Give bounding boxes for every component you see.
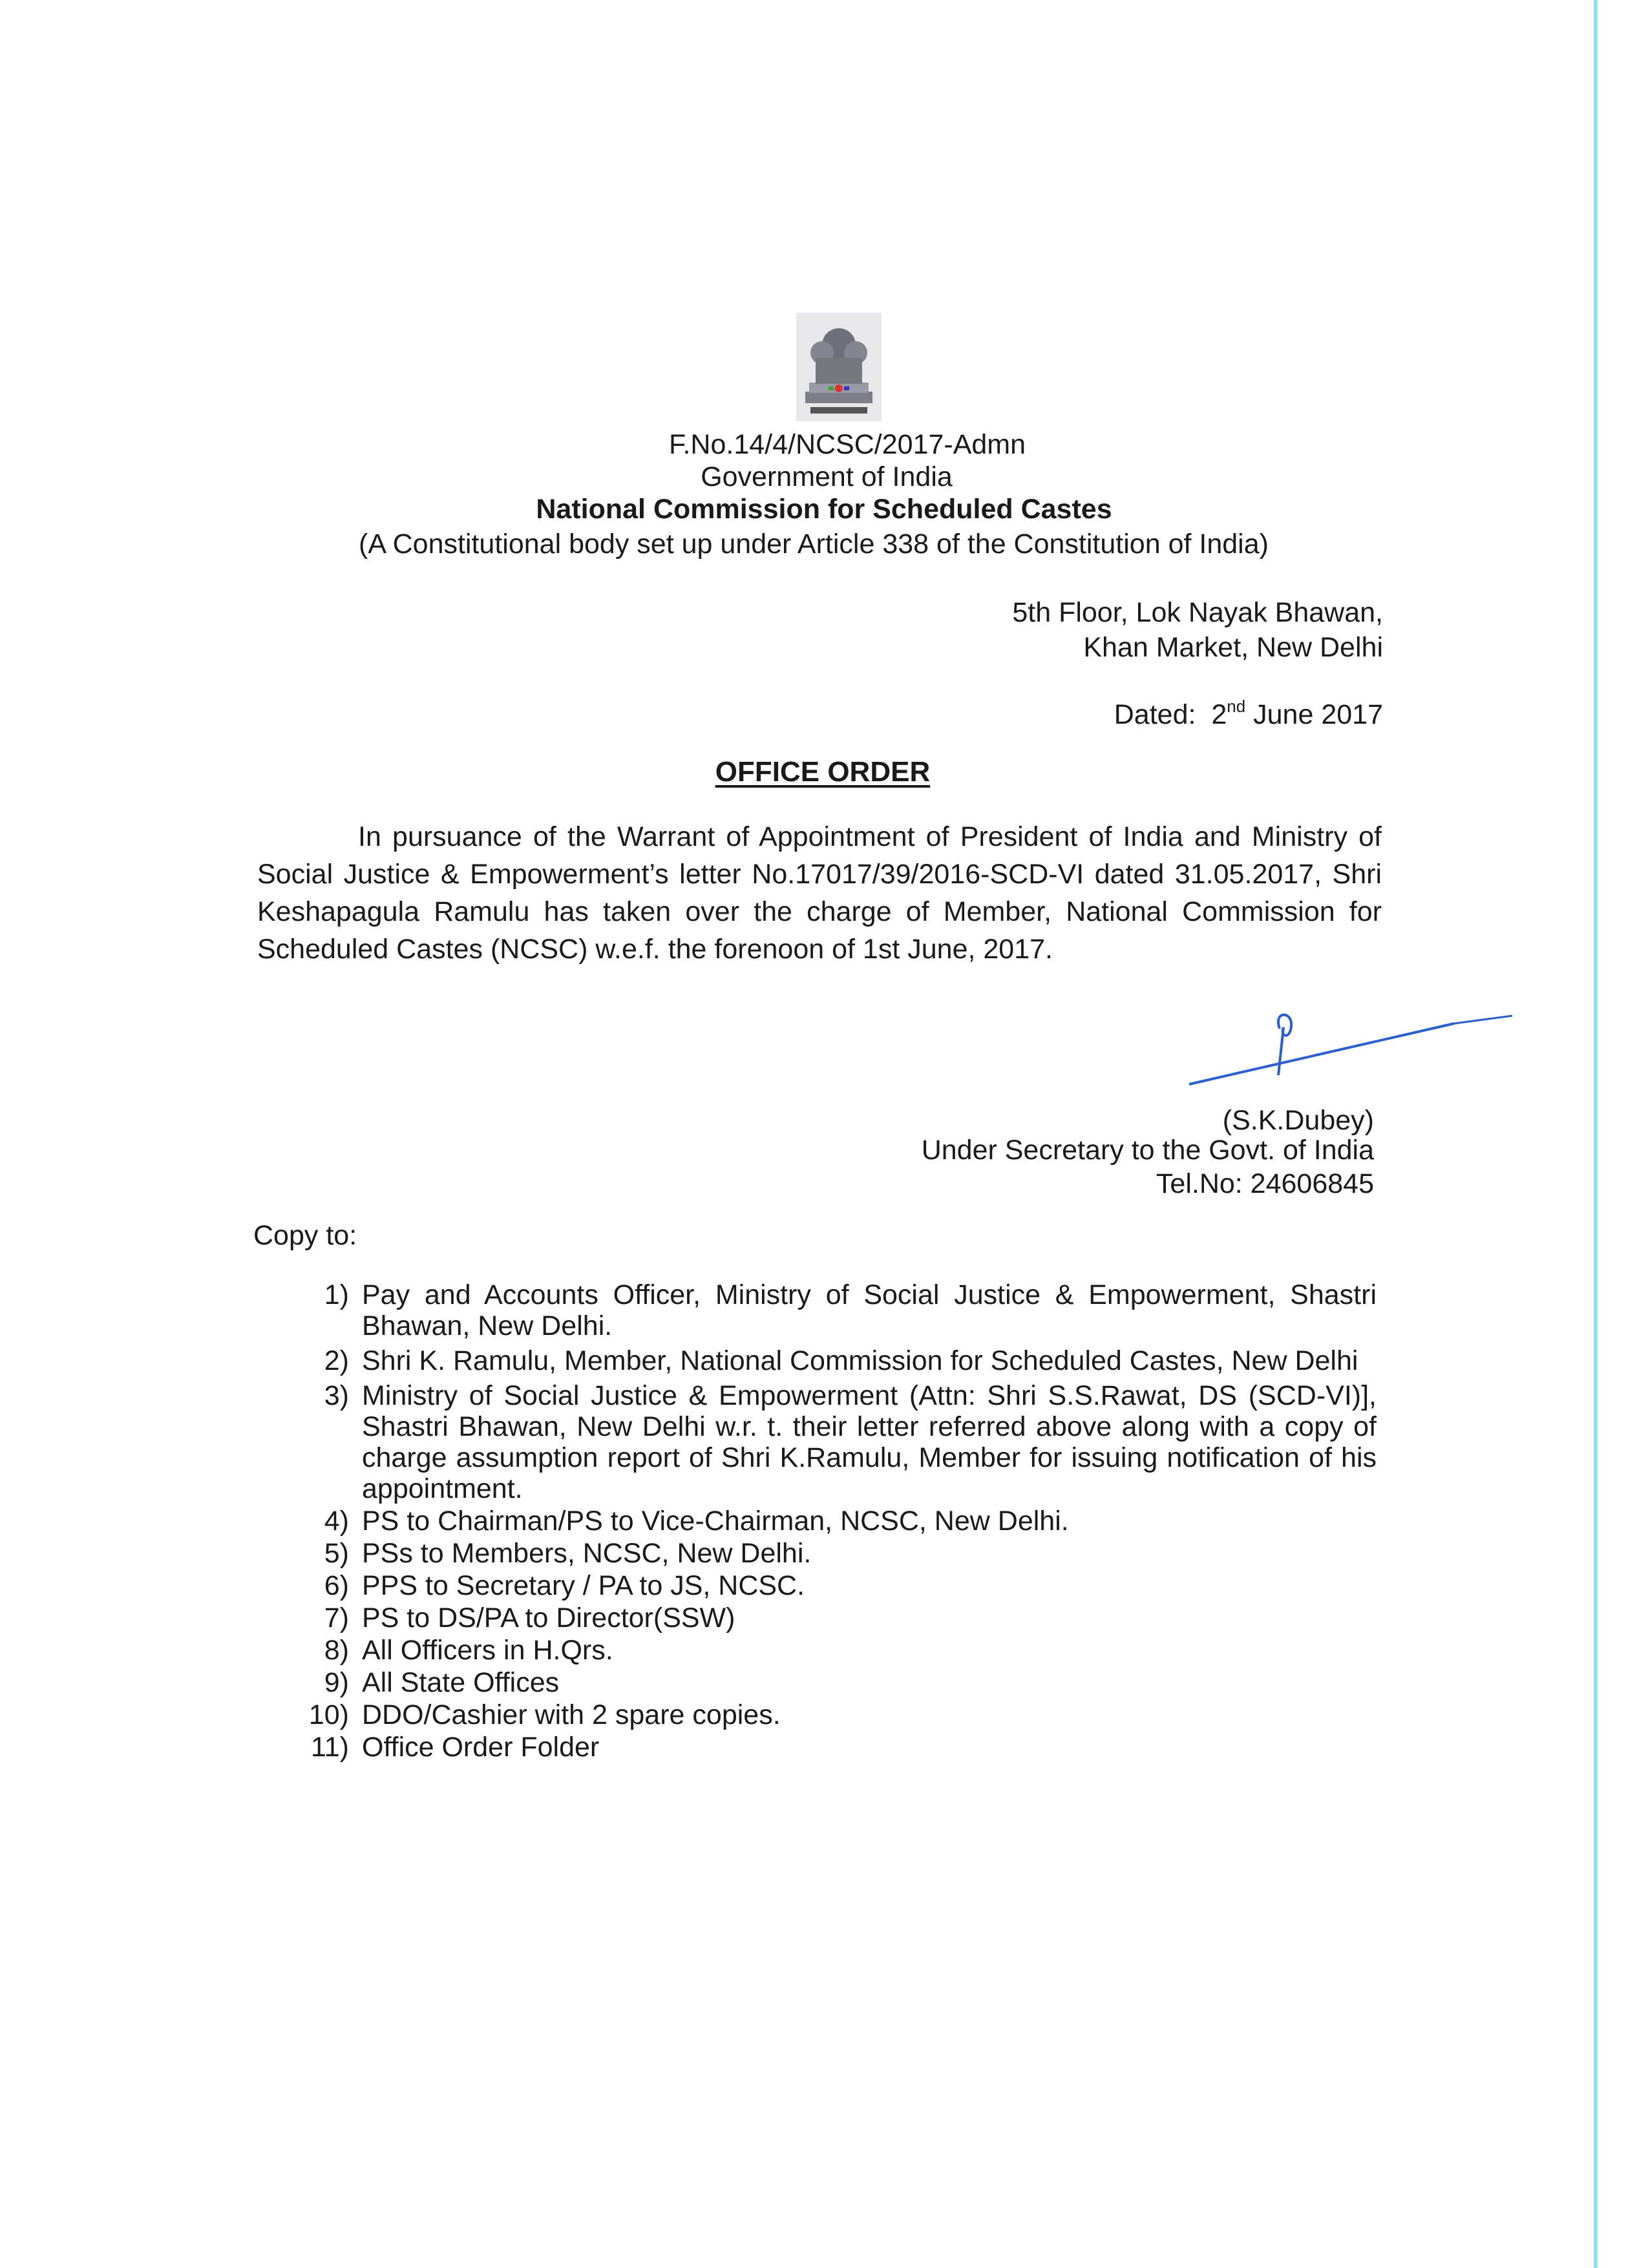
commission-heading: National Commission for Scheduled Castes [536,494,1112,525]
list-item-text: Shri K. Ramulu, Member, National Commission for Scheduled Castes, New Delhi [362,1345,1358,1376]
list-item-text: DDO/Cashier with 2 spare copies. [362,1699,781,1730]
signatory-telephone: Tel.No: 24606845 [1156,1168,1374,1199]
list-item-number: 1) [324,1279,349,1310]
list-item-number: 8) [324,1635,349,1666]
list-item-number: 10) [308,1699,349,1730]
list-item [278,1732,1377,1763]
list-item-text: Ministry of Social Justice & Empowerment (Attn: Shri S.S.Rawat, DS (SCD-VI)], Shastri Bhawan, New Delhi w.r. t. their letter referred above along with a copy of charge assumption report of Shri K.Ramulu, Member for issuing notification of his appointment. [362,1380,1377,1504]
list-item-text: PS to Chairman/PS to Vice-Chairman, NCSC, New Delhi. [362,1506,1069,1537]
list-item [278,1506,1377,1537]
government-heading: Government of India [701,461,953,492]
list-item [278,1345,1377,1376]
list-item-number: 3) [324,1380,349,1411]
signatory-name: (S.K.Dubey) [1222,1105,1374,1136]
list-item-number: 4) [324,1506,349,1537]
file-number: F.No.14/4/NCSC/2017-Admn [668,429,1026,460]
list-item-text: All State Offices [362,1667,560,1698]
dated-suffix: nd [1227,697,1246,716]
address-line-2: Khan Market, New Delhi [1083,632,1383,663]
list-item-text: All Officers in H.Qrs. [362,1635,613,1666]
list-item [278,1279,1377,1341]
list-item [278,1667,1377,1698]
scan-edge-line [1594,0,1598,2268]
list-item-text: Office Order Folder [362,1732,600,1763]
list-item [278,1635,1377,1666]
list-item [278,1538,1377,1569]
order-body: In pursuance of the Warrant of Appointment of President of India and Ministry of Social Justice & Empowerment’s letter No.17017/39/2016-SCD-VI dated 31.05.2017, Shri Keshapagula Ramulu has taken over the charge of Member, National Commission for Scheduled Castes (NCSC) w.e.f. the forenoon of 1st June, 2017. [257,821,1382,965]
list-item [278,1570,1377,1601]
list-item-text: Pay and Accounts Officer, Ministry of Social Justice & Empowerment, Shastri Bhawan, New Delhi. [362,1279,1377,1341]
constitutional-note: (A Constitutional body set up under Article 338 of the Constitution of India) [359,529,1269,560]
list-item [278,1380,1377,1504]
list-item-text: PPS to Secretary / PA to JS, NCSC. [362,1570,805,1601]
dated-label: Dated: [1114,699,1196,730]
address-line-1: 5th Floor, Lok Nayak Bhawan, [1012,597,1383,628]
list-item [278,1602,1377,1633]
list-item-text: PS to DS/PA to Director(SSW) [362,1602,735,1633]
copy-to-label: Copy to: [253,1220,357,1251]
list-item-number: 6) [324,1570,349,1601]
copy-to-list [278,1279,1377,1764]
dated-line [1114,698,1383,731]
list-item-number: 11) [311,1732,349,1763]
signatory-designation: Under Secretary to the Govt. of India [921,1135,1374,1166]
dated-day: 2 [1211,699,1227,730]
list-item-number: 7) [324,1602,349,1633]
list-item-number: 9) [324,1667,349,1698]
list-item-text: PSs to Members, NCSC, New Delhi. [362,1538,812,1569]
list-item-number: 2) [324,1345,349,1376]
office-order-title: OFFICE ORDER [715,756,931,788]
handwritten-signature [1183,998,1519,1101]
national-emblem-icon [796,313,882,421]
list-item-number: 5) [324,1538,349,1569]
list-item [278,1699,1377,1730]
dated-month-year: June 2017 [1253,699,1383,730]
